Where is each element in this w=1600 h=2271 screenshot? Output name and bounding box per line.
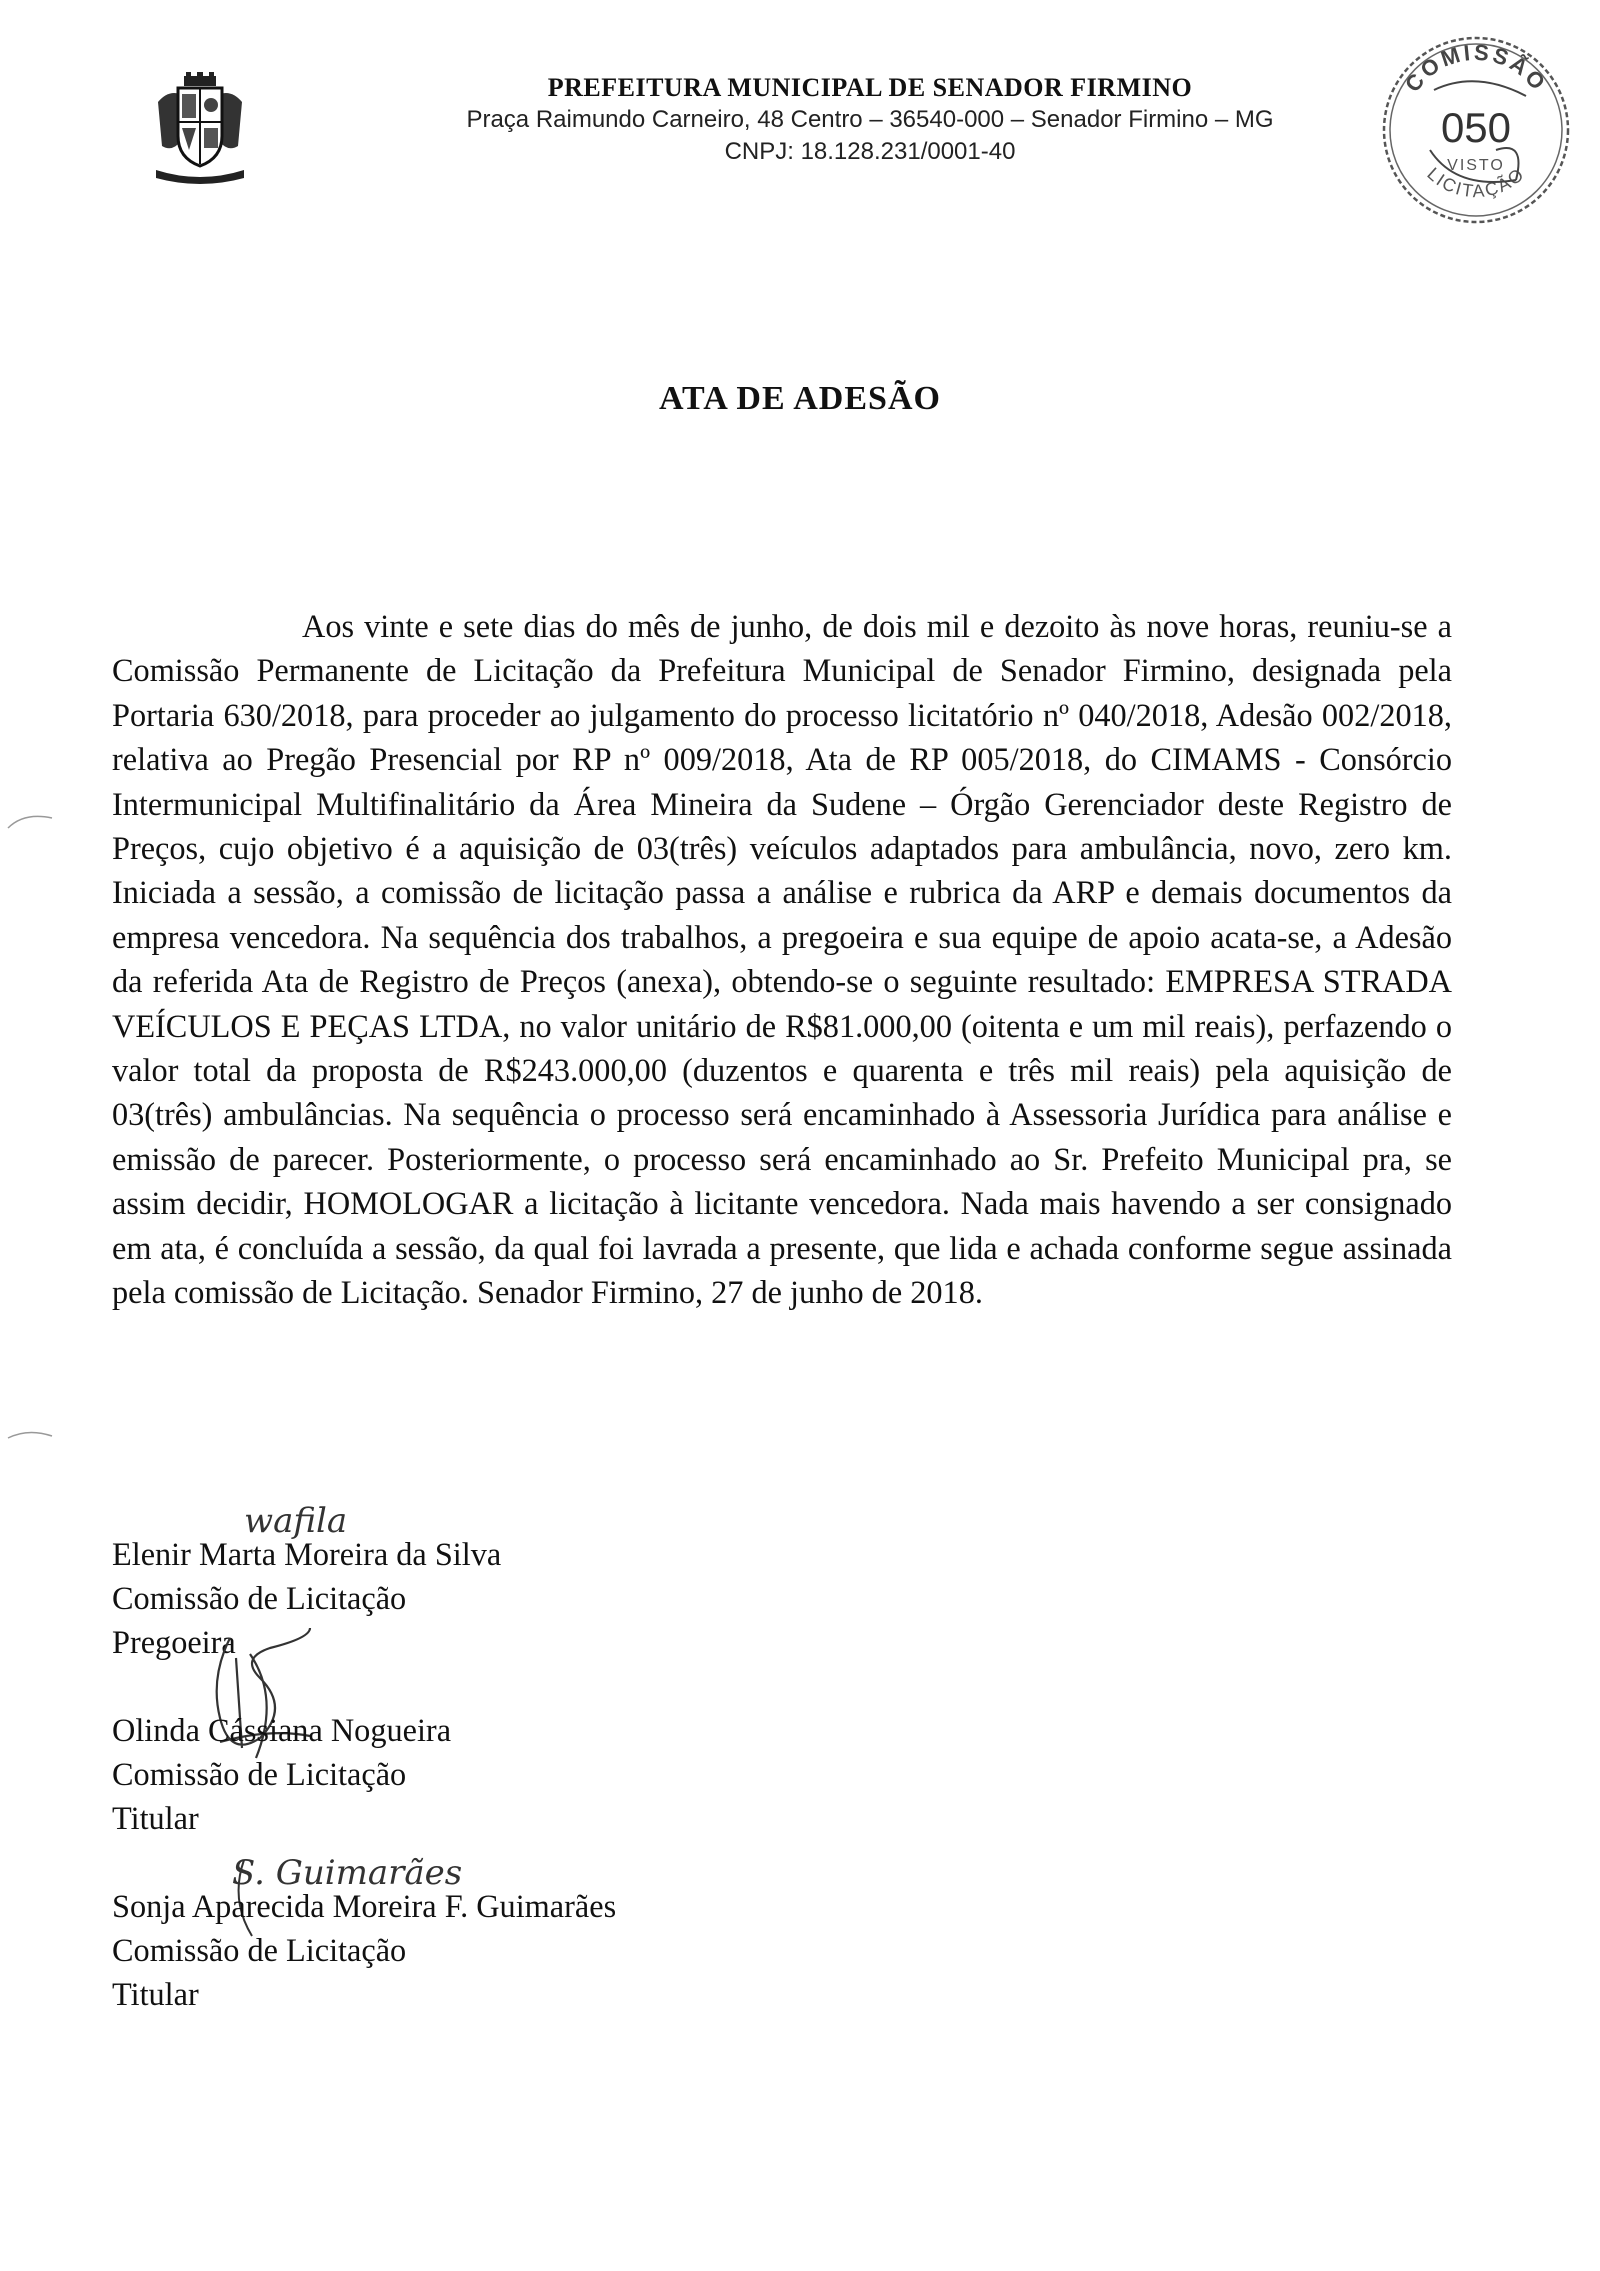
margin-mark <box>6 808 56 832</box>
stamp-top-text: COMISSÃO <box>1399 39 1553 97</box>
signatory-name: Elenir Marta Moreira da Silva <box>112 1536 502 1572</box>
margin-mark <box>6 1422 56 1446</box>
svg-text:wafila: wafila <box>244 1501 348 1541</box>
signatory-block-2 <box>112 1708 451 1840</box>
committee-stamp <box>1376 30 1576 230</box>
svg-text:S. Guimarães: S. Guimarães <box>232 1853 463 1893</box>
signatory-committee: Comissão de Licitação <box>112 1580 407 1616</box>
signatory-committee: Comissão de Licitação <box>112 1932 407 1968</box>
stamp-number: 050 <box>1440 104 1512 151</box>
minutes-body: Aos vinte e sete dias do mês de junho, de dois mil e dezoito às nove horas, reuniu-se a Comissão Permanente de Licitação da Prefeitura Municipal de Senador Firmino, designada pela Portaria 630/2018, para proceder ao julgamento do processo licitatório nº 040/2018, Adesão 002/2018, relativa ao Pregão Presencial por RP nº 009/2018, Ata de RP 005/2018, do CIMAMS - Consórcio Intermunicipal Multifinalitário da Área Mineira da Sudene – Órgão Gerenciador deste Registro de Preços, cujo objetivo é a aquisição de 03(três) veículos adaptados para ambulância, novo, zero km. Iniciada a sessão, a comissão de licitação passa a análise e rubrica da ARP e demais documentos da empresa vencedora. Na sequência dos trabalhos, a pregoeira e sua equipe de apoio acata-se, a Adesão da referida Ata de Registro de Preços (anexa), obtendo-se o seguinte resultado: EMPRESA STRADA VEÍCULOS E PEÇAS LTDA, no valor unitário de R$81.000,00 (oitenta e um mil reais), perfazendo o valor total da proposta de R$243.000,00 (duzentos e quarenta e três mil reais) pela aquisição de 03(três) ambulâncias. Na sequência o processo será encaminhado à Assessoria Jurídica para análise e emissão de parecer. Posteriormente, o processo será encaminhado ao Sr. Prefeito Municipal pra, se assim decidir, HOMOLOGAR a licitação à licitante vencedora. Nada mais havendo a ser consignado em ata, é concluída a sessão, da qual foi lavrada a presente, que lida e achada conforme segue assinada pela comissão de Licitação. Senador Firmino, 27 de junho de 2018. <box>112 608 1452 1311</box>
document-title: ATA DE ADESÃO <box>659 380 941 417</box>
svg-text:COMISSÃO <box>1400 40 1552 97</box>
stamp-bottom-text: LICITAÇÃO <box>1423 163 1529 202</box>
coat-of-arms-logo <box>150 72 250 188</box>
org-address: Praça Raimundo Carneiro, 48 Centro – 36540-000 – Senador Firmino – MG <box>466 106 1274 133</box>
signatory-block-3 <box>112 1884 616 2016</box>
org-name: PREFEITURA MUNICIPAL DE SENADOR FIRMINO <box>547 73 1193 102</box>
signatory-block-1 <box>112 1532 501 1664</box>
stamp-middle-text: VISTO <box>1447 157 1505 174</box>
org-cnpj: CNPJ: 18.128.231/0001-40 <box>724 138 1016 165</box>
signatory-role: Titular <box>112 1976 199 2012</box>
signatory-name: Olinda Cássiana Nogueira <box>112 1712 452 1748</box>
signatory-role: Pregoeira <box>112 1624 236 1660</box>
signatory-role: Titular <box>112 1800 199 1836</box>
signatory-name: Sonja Aparecida Moreira F. Guimarães <box>112 1888 617 1924</box>
letterhead <box>380 72 1360 168</box>
signatory-committee: Comissão de Licitação <box>112 1756 407 1792</box>
